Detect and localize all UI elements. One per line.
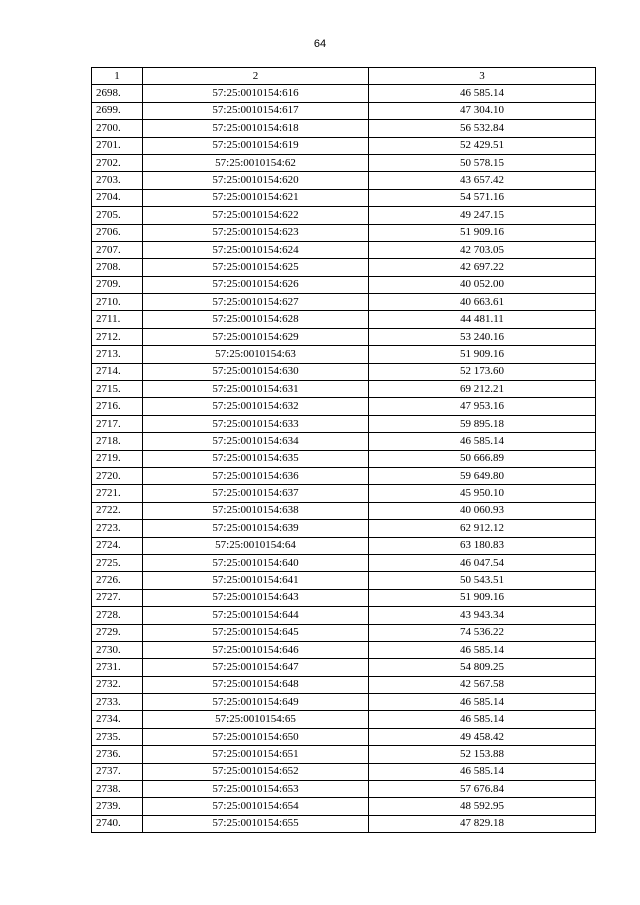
table-row xyxy=(92,659,596,676)
table-row xyxy=(92,102,596,119)
cadastral-number-cell: 57:25:0010154:638 xyxy=(143,502,369,519)
row-number-cell: 2727. xyxy=(92,589,143,606)
table-row xyxy=(92,624,596,641)
table-row xyxy=(92,450,596,467)
table-row xyxy=(92,120,596,137)
value-cell: 40 052.00 xyxy=(369,276,596,293)
value-cell: 46 047.54 xyxy=(369,554,596,571)
table-row xyxy=(92,294,596,311)
row-number-cell: 2725. xyxy=(92,554,143,571)
value-cell: 42 697.22 xyxy=(369,259,596,276)
value-cell: 50 578.15 xyxy=(369,154,596,171)
table-row xyxy=(92,641,596,658)
row-number-cell: 2709. xyxy=(92,276,143,293)
cadastral-number-cell: 57:25:0010154:623 xyxy=(143,224,369,241)
value-cell: 51 909.16 xyxy=(369,589,596,606)
row-number-cell: 2701. xyxy=(92,137,143,154)
value-cell: 50 543.51 xyxy=(369,572,596,589)
table-row xyxy=(92,607,596,624)
row-number-cell: 2699. xyxy=(92,102,143,119)
cadastral-number-cell: 57:25:0010154:631 xyxy=(143,381,369,398)
cadastral-number-cell: 57:25:0010154:648 xyxy=(143,676,369,693)
row-number-cell: 2711. xyxy=(92,311,143,328)
table-row xyxy=(92,154,596,171)
cadastral-number-cell: 57:25:0010154:641 xyxy=(143,572,369,589)
row-number-cell: 2737. xyxy=(92,763,143,780)
row-number-cell: 2739. xyxy=(92,798,143,815)
cadastral-number-cell: 57:25:0010154:647 xyxy=(143,659,369,676)
value-cell: 59 895.18 xyxy=(369,415,596,432)
row-number-cell: 2698. xyxy=(92,85,143,102)
table-row xyxy=(92,502,596,519)
row-number-cell: 2707. xyxy=(92,241,143,258)
data-table xyxy=(91,67,596,833)
cadastral-number-cell: 57:25:0010154:645 xyxy=(143,624,369,641)
value-cell: 44 481.11 xyxy=(369,311,596,328)
cadastral-number-cell: 57:25:0010154:617 xyxy=(143,102,369,119)
row-number-cell: 2712. xyxy=(92,328,143,345)
table-row xyxy=(92,328,596,345)
row-number-cell: 2721. xyxy=(92,485,143,502)
value-cell: 50 666.89 xyxy=(369,450,596,467)
value-cell: 47 304.10 xyxy=(369,102,596,119)
page-number: 64 xyxy=(313,38,327,50)
table-row xyxy=(92,728,596,745)
table-row xyxy=(92,746,596,763)
cadastral-number-cell: 57:25:0010154:651 xyxy=(143,746,369,763)
table-row xyxy=(92,207,596,224)
table-row xyxy=(92,172,596,189)
column-header-2: 2 xyxy=(143,68,369,85)
table-row xyxy=(92,589,596,606)
row-number-cell: 2703. xyxy=(92,172,143,189)
table-row xyxy=(92,433,596,450)
cadastral-number-cell: 57:25:0010154:65 xyxy=(143,711,369,728)
table-row xyxy=(92,537,596,554)
value-cell: 42 567.58 xyxy=(369,676,596,693)
row-number-cell: 2720. xyxy=(92,467,143,484)
value-cell: 52 173.60 xyxy=(369,363,596,380)
row-number-cell: 2706. xyxy=(92,224,143,241)
table-row xyxy=(92,676,596,693)
cadastral-number-cell: 57:25:0010154:622 xyxy=(143,207,369,224)
value-cell: 52 429.51 xyxy=(369,137,596,154)
cadastral-number-cell: 57:25:0010154:619 xyxy=(143,137,369,154)
value-cell: 43 943.34 xyxy=(369,607,596,624)
value-cell: 43 657.42 xyxy=(369,172,596,189)
cadastral-number-cell: 57:25:0010154:653 xyxy=(143,781,369,798)
table-row xyxy=(92,781,596,798)
cadastral-number-cell: 57:25:0010154:620 xyxy=(143,172,369,189)
cadastral-number-cell: 57:25:0010154:64 xyxy=(143,537,369,554)
row-number-cell: 2732. xyxy=(92,676,143,693)
value-cell: 40 060.93 xyxy=(369,502,596,519)
value-cell: 42 703.05 xyxy=(369,241,596,258)
row-number-cell: 2730. xyxy=(92,641,143,658)
value-cell: 63 180.83 xyxy=(369,537,596,554)
cadastral-number-cell: 57:25:0010154:630 xyxy=(143,363,369,380)
row-number-cell: 2736. xyxy=(92,746,143,763)
cadastral-number-cell: 57:25:0010154:646 xyxy=(143,641,369,658)
cadastral-number-cell: 57:25:0010154:643 xyxy=(143,589,369,606)
row-number-cell: 2715. xyxy=(92,381,143,398)
cadastral-number-cell: 57:25:0010154:634 xyxy=(143,433,369,450)
value-cell: 59 649.80 xyxy=(369,467,596,484)
value-cell: 62 912.12 xyxy=(369,520,596,537)
table-row xyxy=(92,224,596,241)
row-number-cell: 2731. xyxy=(92,659,143,676)
cadastral-number-cell: 57:25:0010154:640 xyxy=(143,554,369,571)
value-cell: 46 585.14 xyxy=(369,433,596,450)
cadastral-number-cell: 57:25:0010154:627 xyxy=(143,294,369,311)
table-row xyxy=(92,241,596,258)
cadastral-number-cell: 57:25:0010154:616 xyxy=(143,85,369,102)
row-number-cell: 2729. xyxy=(92,624,143,641)
row-number-cell: 2740. xyxy=(92,815,143,832)
value-cell: 47 953.16 xyxy=(369,398,596,415)
table-row xyxy=(92,815,596,832)
table-row xyxy=(92,85,596,102)
row-number-cell: 2734. xyxy=(92,711,143,728)
row-number-cell: 2700. xyxy=(92,120,143,137)
cadastral-number-cell: 57:25:0010154:644 xyxy=(143,607,369,624)
row-number-cell: 2723. xyxy=(92,520,143,537)
cadastral-number-cell: 57:25:0010154:618 xyxy=(143,120,369,137)
row-number-cell: 2710. xyxy=(92,294,143,311)
row-number-cell: 2708. xyxy=(92,259,143,276)
cadastral-number-cell: 57:25:0010154:628 xyxy=(143,311,369,328)
table-row xyxy=(92,415,596,432)
value-cell: 54 809.25 xyxy=(369,659,596,676)
value-cell: 56 532.84 xyxy=(369,120,596,137)
table-row xyxy=(92,485,596,502)
value-cell: 53 240.16 xyxy=(369,328,596,345)
row-number-cell: 2738. xyxy=(92,781,143,798)
cadastral-number-cell: 57:25:0010154:639 xyxy=(143,520,369,537)
cadastral-number-cell: 57:25:0010154:654 xyxy=(143,798,369,815)
table-row xyxy=(92,189,596,206)
cadastral-number-cell: 57:25:0010154:625 xyxy=(143,259,369,276)
value-cell: 52 153.88 xyxy=(369,746,596,763)
table-row xyxy=(92,554,596,571)
cadastral-number-cell: 57:25:0010154:632 xyxy=(143,398,369,415)
column-header-3: 3 xyxy=(369,68,596,85)
value-cell: 69 212.21 xyxy=(369,381,596,398)
table-row xyxy=(92,572,596,589)
table-row xyxy=(92,259,596,276)
column-header-1: 1 xyxy=(92,68,143,85)
value-cell: 48 592.95 xyxy=(369,798,596,815)
value-cell: 54 571.16 xyxy=(369,189,596,206)
cadastral-number-cell: 57:25:0010154:652 xyxy=(143,763,369,780)
cadastral-number-cell: 57:25:0010154:650 xyxy=(143,728,369,745)
value-cell: 46 585.14 xyxy=(369,85,596,102)
cadastral-number-cell: 57:25:0010154:637 xyxy=(143,485,369,502)
cadastral-number-cell: 57:25:0010154:629 xyxy=(143,328,369,345)
value-cell: 51 909.16 xyxy=(369,224,596,241)
value-cell: 46 585.14 xyxy=(369,711,596,728)
cadastral-number-cell: 57:25:0010154:621 xyxy=(143,189,369,206)
table-row xyxy=(92,711,596,728)
value-cell: 57 676.84 xyxy=(369,781,596,798)
row-number-cell: 2714. xyxy=(92,363,143,380)
cadastral-number-cell: 57:25:0010154:635 xyxy=(143,450,369,467)
value-cell: 46 585.14 xyxy=(369,763,596,780)
cadastral-number-cell: 57:25:0010154:63 xyxy=(143,346,369,363)
value-cell: 49 247.15 xyxy=(369,207,596,224)
value-cell: 49 458.42 xyxy=(369,728,596,745)
value-cell: 45 950.10 xyxy=(369,485,596,502)
table-row xyxy=(92,276,596,293)
row-number-cell: 2704. xyxy=(92,189,143,206)
table-body xyxy=(92,85,596,833)
value-cell: 47 829.18 xyxy=(369,815,596,832)
value-cell: 46 585.14 xyxy=(369,694,596,711)
value-cell: 74 536.22 xyxy=(369,624,596,641)
row-number-cell: 2719. xyxy=(92,450,143,467)
table-row xyxy=(92,398,596,415)
table-row xyxy=(92,363,596,380)
cadastral-number-cell: 57:25:0010154:624 xyxy=(143,241,369,258)
table-row xyxy=(92,520,596,537)
row-number-cell: 2722. xyxy=(92,502,143,519)
table-row xyxy=(92,798,596,815)
table-header-row xyxy=(92,68,596,85)
table-row xyxy=(92,381,596,398)
row-number-cell: 2733. xyxy=(92,694,143,711)
table-row xyxy=(92,137,596,154)
row-number-cell: 2716. xyxy=(92,398,143,415)
row-number-cell: 2718. xyxy=(92,433,143,450)
value-cell: 40 663.61 xyxy=(369,294,596,311)
row-number-cell: 2728. xyxy=(92,607,143,624)
row-number-cell: 2735. xyxy=(92,728,143,745)
table-row xyxy=(92,694,596,711)
value-cell: 51 909.16 xyxy=(369,346,596,363)
table-row xyxy=(92,763,596,780)
table-row xyxy=(92,346,596,363)
cadastral-number-cell: 57:25:0010154:633 xyxy=(143,415,369,432)
cadastral-number-cell: 57:25:0010154:636 xyxy=(143,467,369,484)
table-row xyxy=(92,311,596,328)
row-number-cell: 2726. xyxy=(92,572,143,589)
row-number-cell: 2724. xyxy=(92,537,143,554)
cadastral-number-cell: 57:25:0010154:62 xyxy=(143,154,369,171)
row-number-cell: 2702. xyxy=(92,154,143,171)
cadastral-number-cell: 57:25:0010154:649 xyxy=(143,694,369,711)
table-row xyxy=(92,467,596,484)
cadastral-number-cell: 57:25:0010154:626 xyxy=(143,276,369,293)
row-number-cell: 2717. xyxy=(92,415,143,432)
value-cell: 46 585.14 xyxy=(369,641,596,658)
row-number-cell: 2705. xyxy=(92,207,143,224)
cadastral-number-cell: 57:25:0010154:655 xyxy=(143,815,369,832)
row-number-cell: 2713. xyxy=(92,346,143,363)
